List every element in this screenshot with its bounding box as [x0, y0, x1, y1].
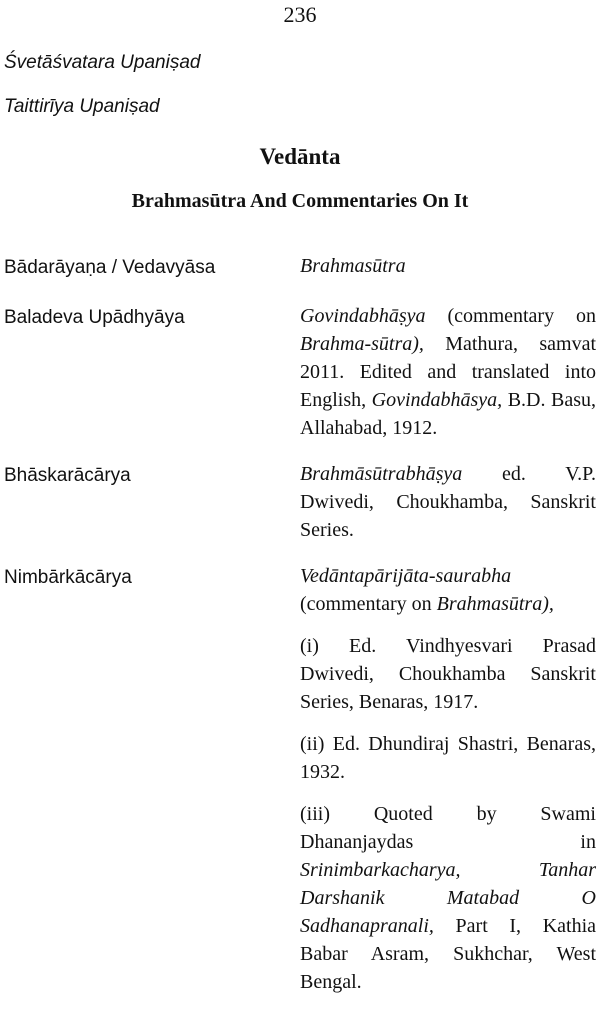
entry-works — [300, 302, 596, 442]
work-citation — [300, 730, 596, 786]
entry-works — [300, 460, 596, 544]
entry-author: Baladeva Upādhyāya — [4, 307, 185, 328]
entry-author: Bhāskarācārya — [4, 465, 131, 486]
work-title: Govindabhāṣya — [300, 305, 426, 327]
work-title: Vedāntapārijāta-saurabha — [300, 565, 512, 587]
entry-works — [300, 562, 596, 996]
bibliography-list — [4, 252, 596, 1014]
previous-title: Taittirīya Upaniṣad — [4, 96, 160, 117]
subsection-title: Brahmasūtra And Commentaries On It — [131, 190, 469, 212]
work-citation — [300, 460, 596, 544]
work-citation — [300, 252, 596, 280]
work-text: (ii) Ed. Dhundiraj Shastri, Benaras, 1932. — [300, 733, 596, 783]
work-text: Part I, Kathia Babar Asram, Sukhchar, West Bengal. — [300, 915, 597, 993]
work-citation — [300, 800, 596, 996]
previous-titles — [4, 44, 200, 132]
bibliography-entry — [4, 460, 596, 544]
bibliography-entry — [4, 562, 596, 996]
section-title: Vedānta — [259, 144, 341, 169]
entry-author: Bādarāyaṇa / Vedavyāsa — [4, 257, 216, 278]
work-title: Govindabhāsya, — [371, 389, 503, 411]
work-text: ed. V.P. Dwivedi, Choukhamba, Sanskrit Series. — [300, 463, 596, 541]
entry-author: Nimbārkācārya — [4, 567, 132, 588]
work-title: Brahmasūtra), — [436, 593, 554, 615]
work-text: (commentary on — [447, 305, 597, 327]
work-text: (i) Ed. Vindhyesvari Prasad Dwivedi, Choukhamba Sanskrit Series, Benaras, 1917. — [300, 635, 596, 713]
work-text: (commentary on — [300, 593, 432, 615]
work-citation — [300, 632, 596, 716]
work-title: Brahmasūtra — [300, 255, 406, 277]
work-text: B.D. Basu, Allahabad, 1912. — [300, 389, 596, 439]
work-text: (iii) Quoted by Swami Dhananjaydas in — [300, 803, 596, 853]
previous-title: Śvetāśvatara Upaniṣad — [4, 52, 201, 73]
work-title: Brahma-sūtra), — [300, 333, 424, 355]
bibliography-entry — [4, 302, 596, 442]
bibliography-entry — [4, 252, 596, 284]
entry-works — [300, 252, 596, 284]
work-title: Brahmāsūtrabhāṣya — [300, 463, 463, 485]
work-title: Srinimbarkacharya, Tanhar Darshanik Matabad O Sadhanapranali, — [300, 859, 596, 937]
work-text: Mathura, samvat 2011. Edited and translated into English, — [300, 333, 597, 411]
page-number: 236 — [283, 2, 317, 27]
work-citation — [300, 302, 596, 442]
work-citation — [300, 562, 596, 618]
